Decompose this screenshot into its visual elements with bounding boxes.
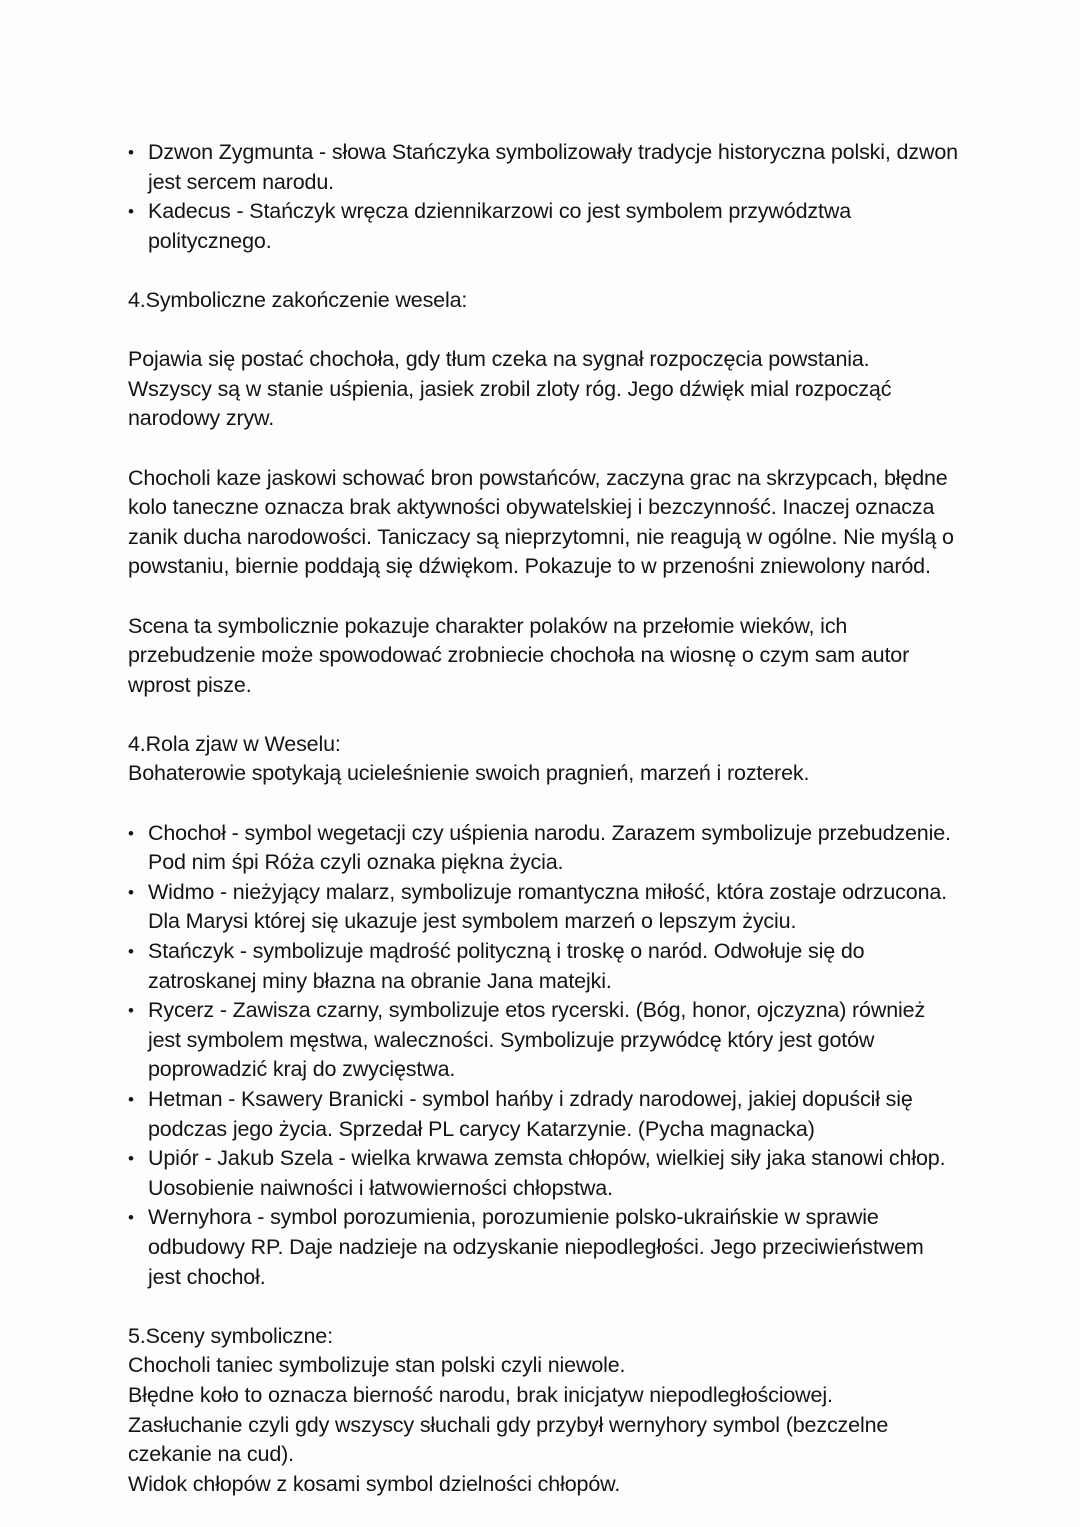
- paragraph-bohaterowie-spotykaja: Bohaterowie spotykają ucieleśnienie swoich pragnień, marzeń i rozterek.: [128, 761, 810, 786]
- spacer-after-pojawia-sie: [128, 434, 958, 464]
- paragraph-bledne-kolo: Błędne koło to oznacza bierność narodu, brak inicjatyw niepodległościowej.: [128, 1382, 833, 1407]
- list-item: • Rycerz - Zawisza czarny, symbolizuje etos rycerski. (Bóg, honor, ojczyzna) również jest symbolem męstwa, waleczności. Symbolizuje przywódcę który jest gotów poprowadzić kraj do zwycięstwa.: [128, 996, 958, 1085]
- list-item: • Dzwon Zygmunta - słowa Stańczyka symbolizowały tradycje historyczna polski, dzwon jest sercem narodu.: [128, 138, 958, 197]
- paragraph-chocholi-taniec: Chocholi taniec symbolizuje stan polski czyli niewole.: [128, 1353, 626, 1378]
- paragraph-chocholi-kaze-jaskowi: Chocholi kaze jaskowi schować bron powstańców, zaczyna grac na skrzypcach, błędne kolo taneczne oznacza brak aktywności obywatelskiej i bezczynność. Inaczej oznacza zanik ducha narodowości. Taniczacy są nieprzytomni, nie reagują w ogólne. Nie myślą o powstaniu, biernie poddają się dźwiękom. Pokazuje to w przenośni zniewolony naród.: [128, 465, 954, 579]
- heading-4-rola-zjaw: 4.Rola zjaw w Weselu:: [128, 731, 341, 756]
- heading-4-symboliczne-zakonczenie: 4.Symboliczne zakończenie wesela:: [128, 287, 468, 312]
- paragraph-widok-chlopow: Widok chłopów z kosami symbol dzielności chłopów.: [128, 1471, 621, 1496]
- spacer-before-sceny-symboliczne: [128, 1292, 958, 1322]
- heading-5-sceny-symboliczne: 5.Sceny symboliczne:: [128, 1323, 333, 1348]
- spacer-after-top-bullets: [128, 256, 958, 286]
- zjawy-bullet-list: [128, 819, 958, 1293]
- symbols-bullet-list-top: [128, 138, 958, 256]
- list-item: • Kadecus - Stańczyk wręcza dziennikarzowi co jest symbolem przywództwa politycznego.: [128, 197, 958, 256]
- list-item: • Widmo - nieżyjący malarz, symbolizuje romantyczna miłość, która zostaje odrzucona. Dla Marysi której się ukazuje jest symbolem marzeń o lepszym życiu.: [128, 878, 958, 937]
- list-item: • Chochoł - symbol wegetacji czy uśpienia narodu. Zarazem symbolizuje przebudzenie. Pod nim śpi Róża czyli oznaka piękna życia.: [128, 819, 958, 878]
- list-item: • Wernyhora - symbol porozumienia, porozumienie polsko-ukraińskie w sprawie odbudowy RP. Daje nadzieje na odzyskanie niepodległości. Jego przeciwieństwem jest chochoł.: [128, 1203, 958, 1292]
- list-item: • Stańczyk - symbolizuje mądrość polityczną i troskę o naród. Odwołuje się do zatroskanej miny błazna na obranie Jana matejki.: [128, 937, 958, 996]
- document-text-body: [128, 138, 958, 1499]
- list-item: • Upiór - Jakub Szela - wielka krwawa zemsta chłopów, wielkiej siły jaka stanowi chłop. Uosobienie naiwności i łatwowierności chłopstwa.: [128, 1144, 958, 1203]
- spacer-after-chocholi-kaze: [128, 582, 958, 612]
- list-item: • Hetman - Ksawery Branicki - symbol hańby i zdrady narodowej, jakiej dopuścił się podczas jego życia. Sprzedał PL carycy Katarzynie. (Pycha magnacka): [128, 1085, 958, 1144]
- paragraph-scena-ta-symbolicznie: Scena ta symbolicznie pokazuje charakter polaków na przełomie wieków, ich przebudzenie może spowodować zrobniecie chochoła na wiosnę o czym sam autor wprost pisze.: [128, 613, 910, 697]
- spacer-after-scena-ta: [128, 700, 958, 730]
- spacer-before-zjawy-bullets: [128, 789, 958, 819]
- spacer-after-heading-4a: [128, 316, 958, 346]
- paragraph-chochol-pojawia-sie: Pojawia się postać chochoła, gdy tłum czeka na sygnał rozpoczęcia powstania. Wszyscy są w stanie uśpienia, jasiek zrobil zloty róg. Jego dźwięk mial rozpocząć narodowy zryw.: [128, 347, 892, 431]
- paragraph-zasluchanie: Zasłuchanie czyli gdy wszyscy słuchali gdy przybył wernyhory symbol (bezczelne czekanie na cud).: [128, 1412, 889, 1467]
